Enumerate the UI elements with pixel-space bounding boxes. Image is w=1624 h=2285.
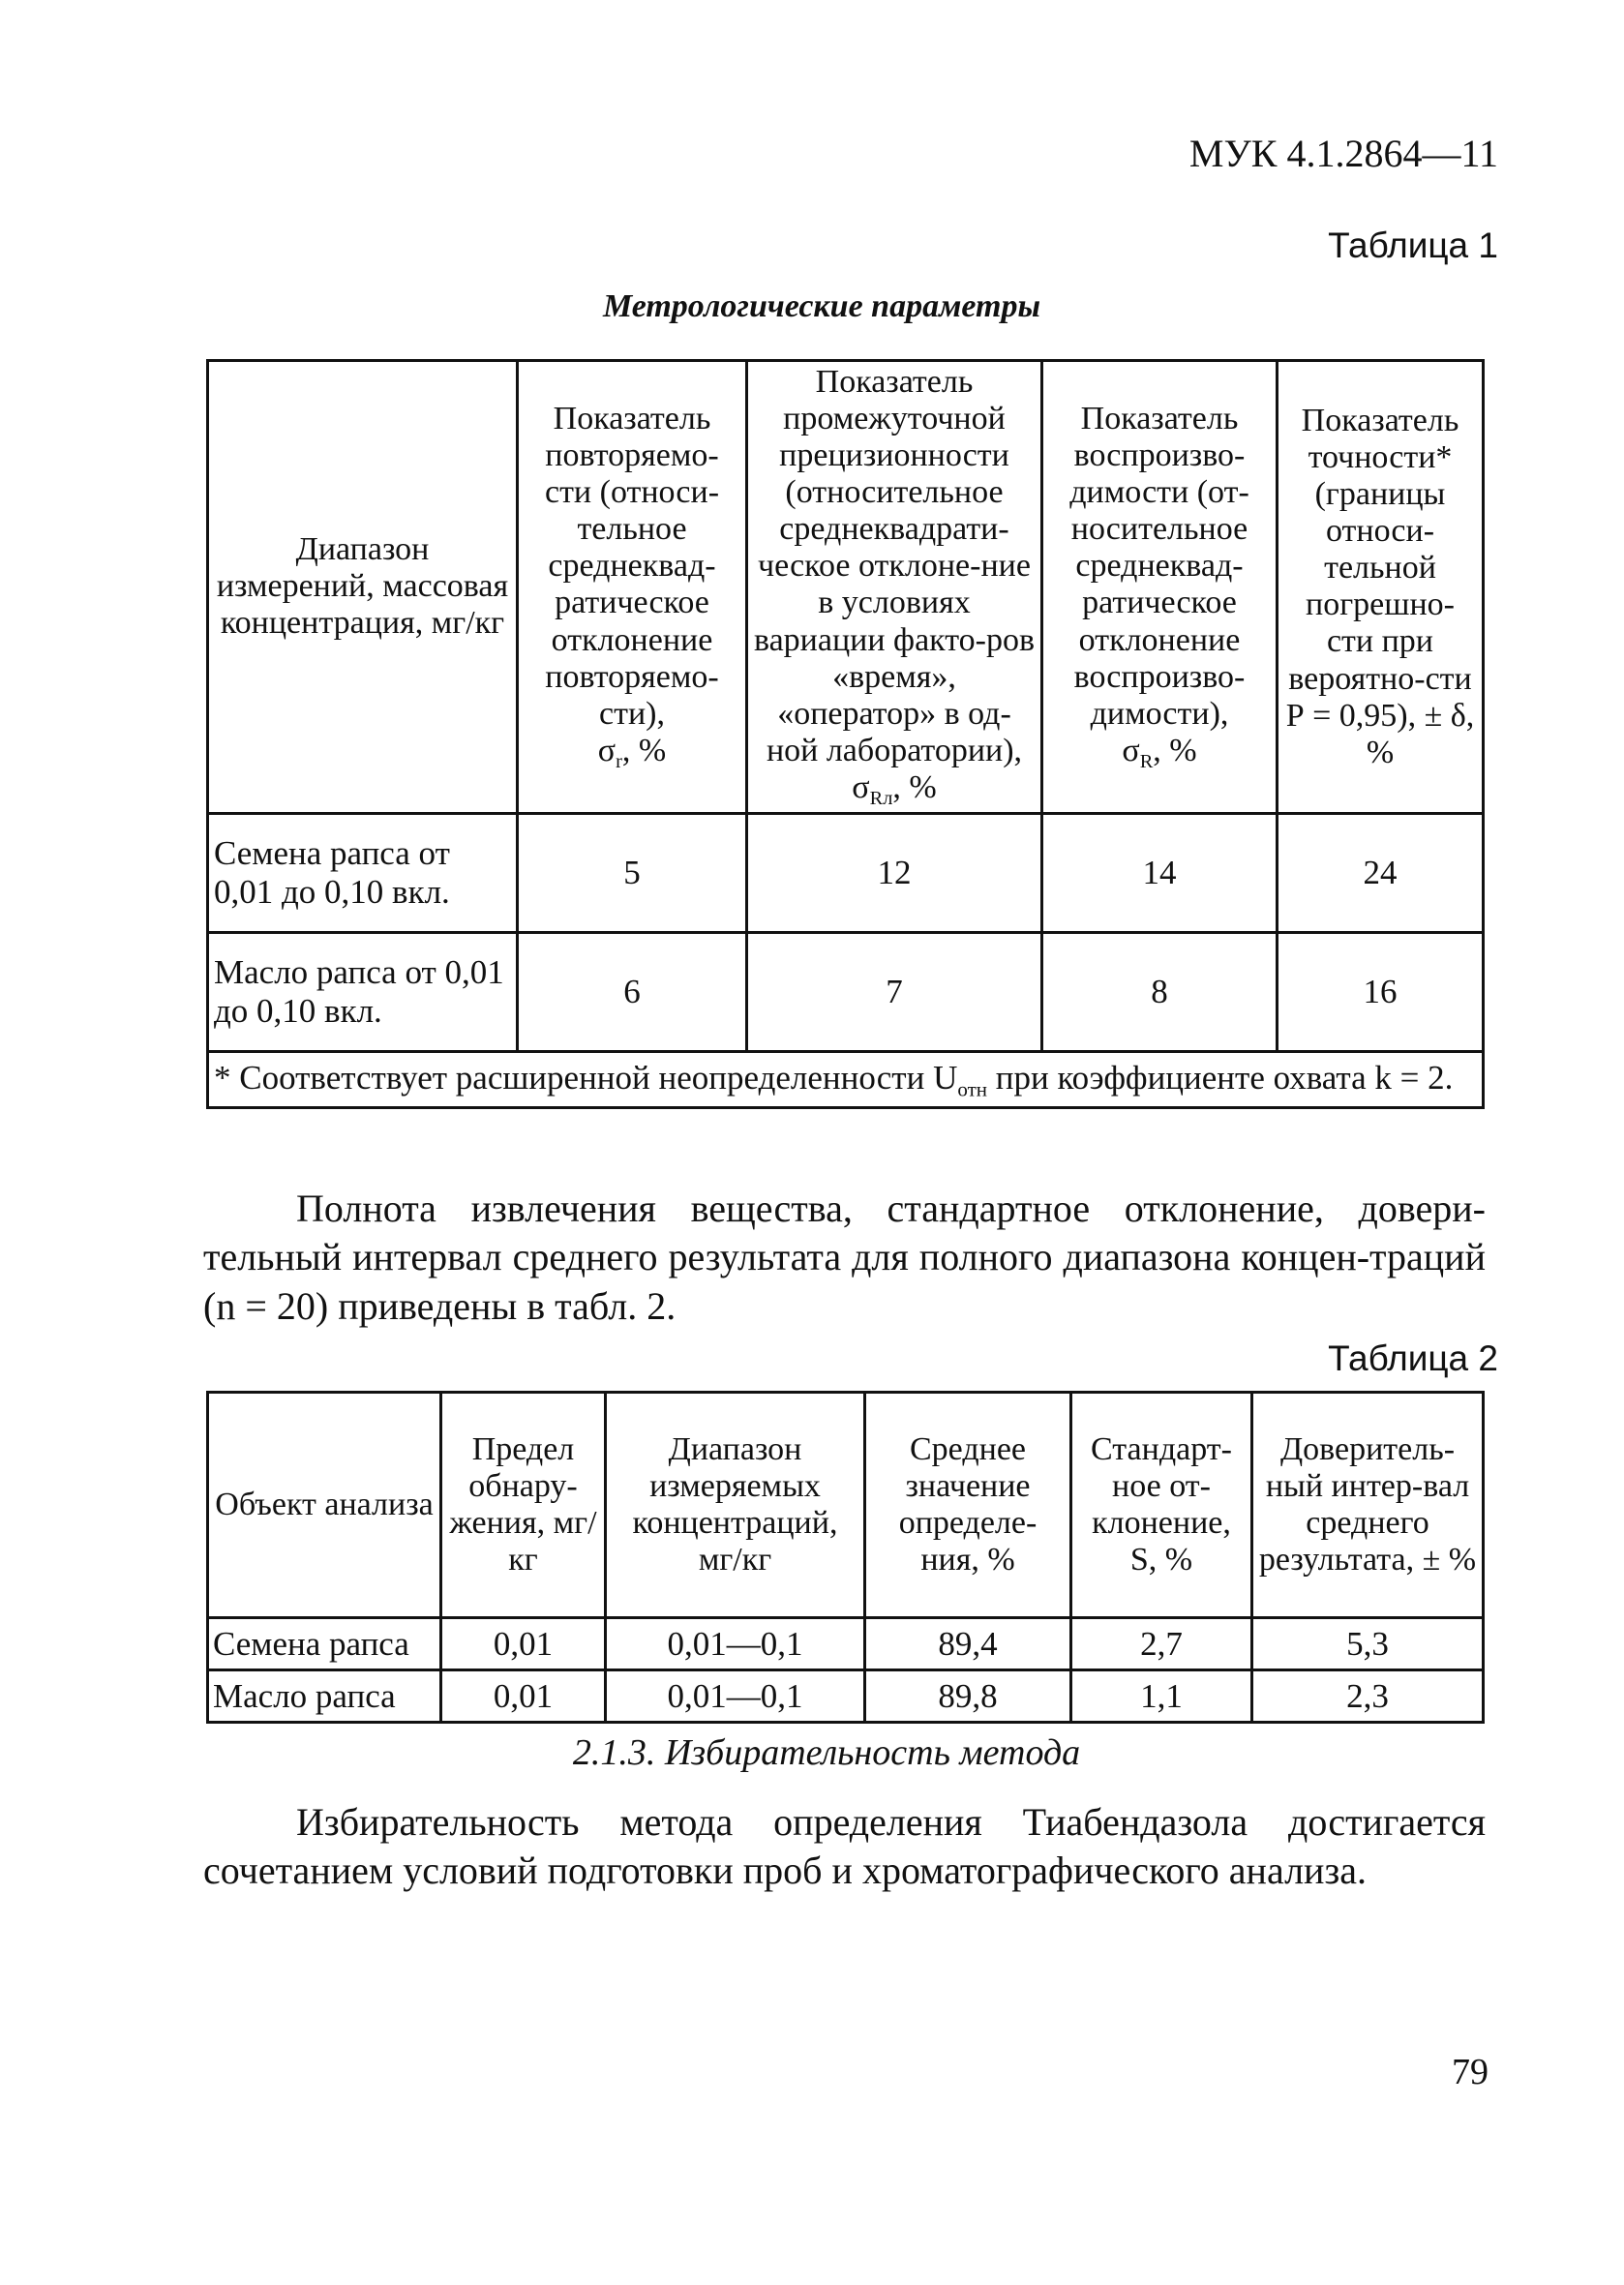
table-cell: Семена рапса от 0,01 до 0,10 вкл. — [208, 813, 518, 932]
table-cell: 16 — [1278, 932, 1484, 1051]
section-title: 2.1.3. Избирательность метода — [572, 1732, 1081, 1773]
table-cell: 0,01—0,1 — [606, 1618, 865, 1670]
table-cell: 7 — [747, 932, 1042, 1051]
table2-label: Таблица 2 — [1328, 1338, 1498, 1378]
table-header-row — [208, 1393, 1484, 1618]
table-header-cell: Диапазон измерений, массовая концентрация, мг/кг — [208, 361, 518, 814]
table-row — [208, 1670, 1484, 1723]
table-cell: 0,01—0,1 — [606, 1670, 865, 1723]
table-header-cell: Доверитель-ный интер-вал среднего результата, ± % — [1252, 1393, 1484, 1618]
table-cell: 6 — [518, 932, 747, 1051]
table-cell: 24 — [1278, 813, 1484, 932]
paragraph-completeness: Полнота извлечения вещества, стандартное отклонение, довери-тельный интервал среднего результата для полного диапазона концен-траций (n = 20) приведены в табл. 2. — [203, 1187, 1486, 1328]
table-header-row — [208, 361, 1484, 814]
table-footnote: * Соответствует расширенной неопределенности $U_{отн}$ при коэффициенте охвата k = 2. — [208, 1051, 1484, 1107]
table-cell: 0,01 — [441, 1618, 606, 1670]
table1-label: Таблица 1 — [1328, 225, 1498, 265]
document-code: МУК 4.1.2864—11 — [1188, 132, 1498, 175]
table-cell: 5 — [518, 813, 747, 932]
table-cell: Семена рапса — [208, 1618, 441, 1670]
table-header-cell: Показатель повторяемо-сти (относи-тельное среднеквад-ратическое отклонение повторяемо-сти), $\sigma_r$, % — [518, 361, 747, 814]
table-cell: 89,4 — [865, 1618, 1071, 1670]
table-row — [208, 813, 1484, 932]
table-header-cell: Показатель промежуточной прецизионности (относительное среднеквадрати-ческое отклоне-ние в условиях вариации факто-ров «время», «оператор» в од-ной лаборатории), $\sigma_{Rл}$, % — [747, 361, 1042, 814]
table-header-cell: Стандарт-ное от-клонение, S, % — [1071, 1393, 1252, 1618]
table-row — [208, 932, 1484, 1051]
table-header-cell: Объект анализа — [208, 1393, 441, 1618]
table-cell: 0,01 — [441, 1670, 606, 1723]
paragraph-selectivity: Избирательность метода определения Тиабендазола достигается сочетанием условий подготовки проб и хроматографического анализа. — [203, 1800, 1486, 1893]
page-number: 79 — [1452, 2052, 1489, 2092]
table-footnote-row — [208, 1051, 1484, 1107]
table-cell: 5,3 — [1252, 1618, 1484, 1670]
table-cell: Масло рапса от 0,01 до 0,10 вкл. — [208, 932, 518, 1051]
table-header-cell: Показатель воспроизво-димости (от-носительное среднеквад-ратическое отклонение воспроизво-димости), $\sigma_R$, % — [1042, 361, 1278, 814]
table-header-cell: Диапазон измеряемых концентраций, мг/кг — [606, 1393, 865, 1618]
table-header-cell: Среднее значение определе-ния, % — [865, 1393, 1071, 1618]
table-header-cell: Предел обнару-жения, мг/кг — [441, 1393, 606, 1618]
metrology-table — [206, 359, 1485, 1109]
table-cell: 89,8 — [865, 1670, 1071, 1723]
table-cell: 2,3 — [1252, 1670, 1484, 1723]
table-header-cell: Показатель точности* (границы относи-тельной погрешно-сти при вероятно-сти Р = 0,95), ± δ, % — [1278, 361, 1484, 814]
table-cell: 14 — [1042, 813, 1278, 932]
table1-caption: Метрологические параметры — [602, 288, 1041, 324]
table-cell: 2,7 — [1071, 1618, 1252, 1670]
results-table — [206, 1391, 1485, 1724]
table-cell: Масло рапса — [208, 1670, 441, 1723]
table-cell: 1,1 — [1071, 1670, 1252, 1723]
table-cell: 12 — [747, 813, 1042, 932]
table-row — [208, 1618, 1484, 1670]
table-cell: 8 — [1042, 932, 1278, 1051]
